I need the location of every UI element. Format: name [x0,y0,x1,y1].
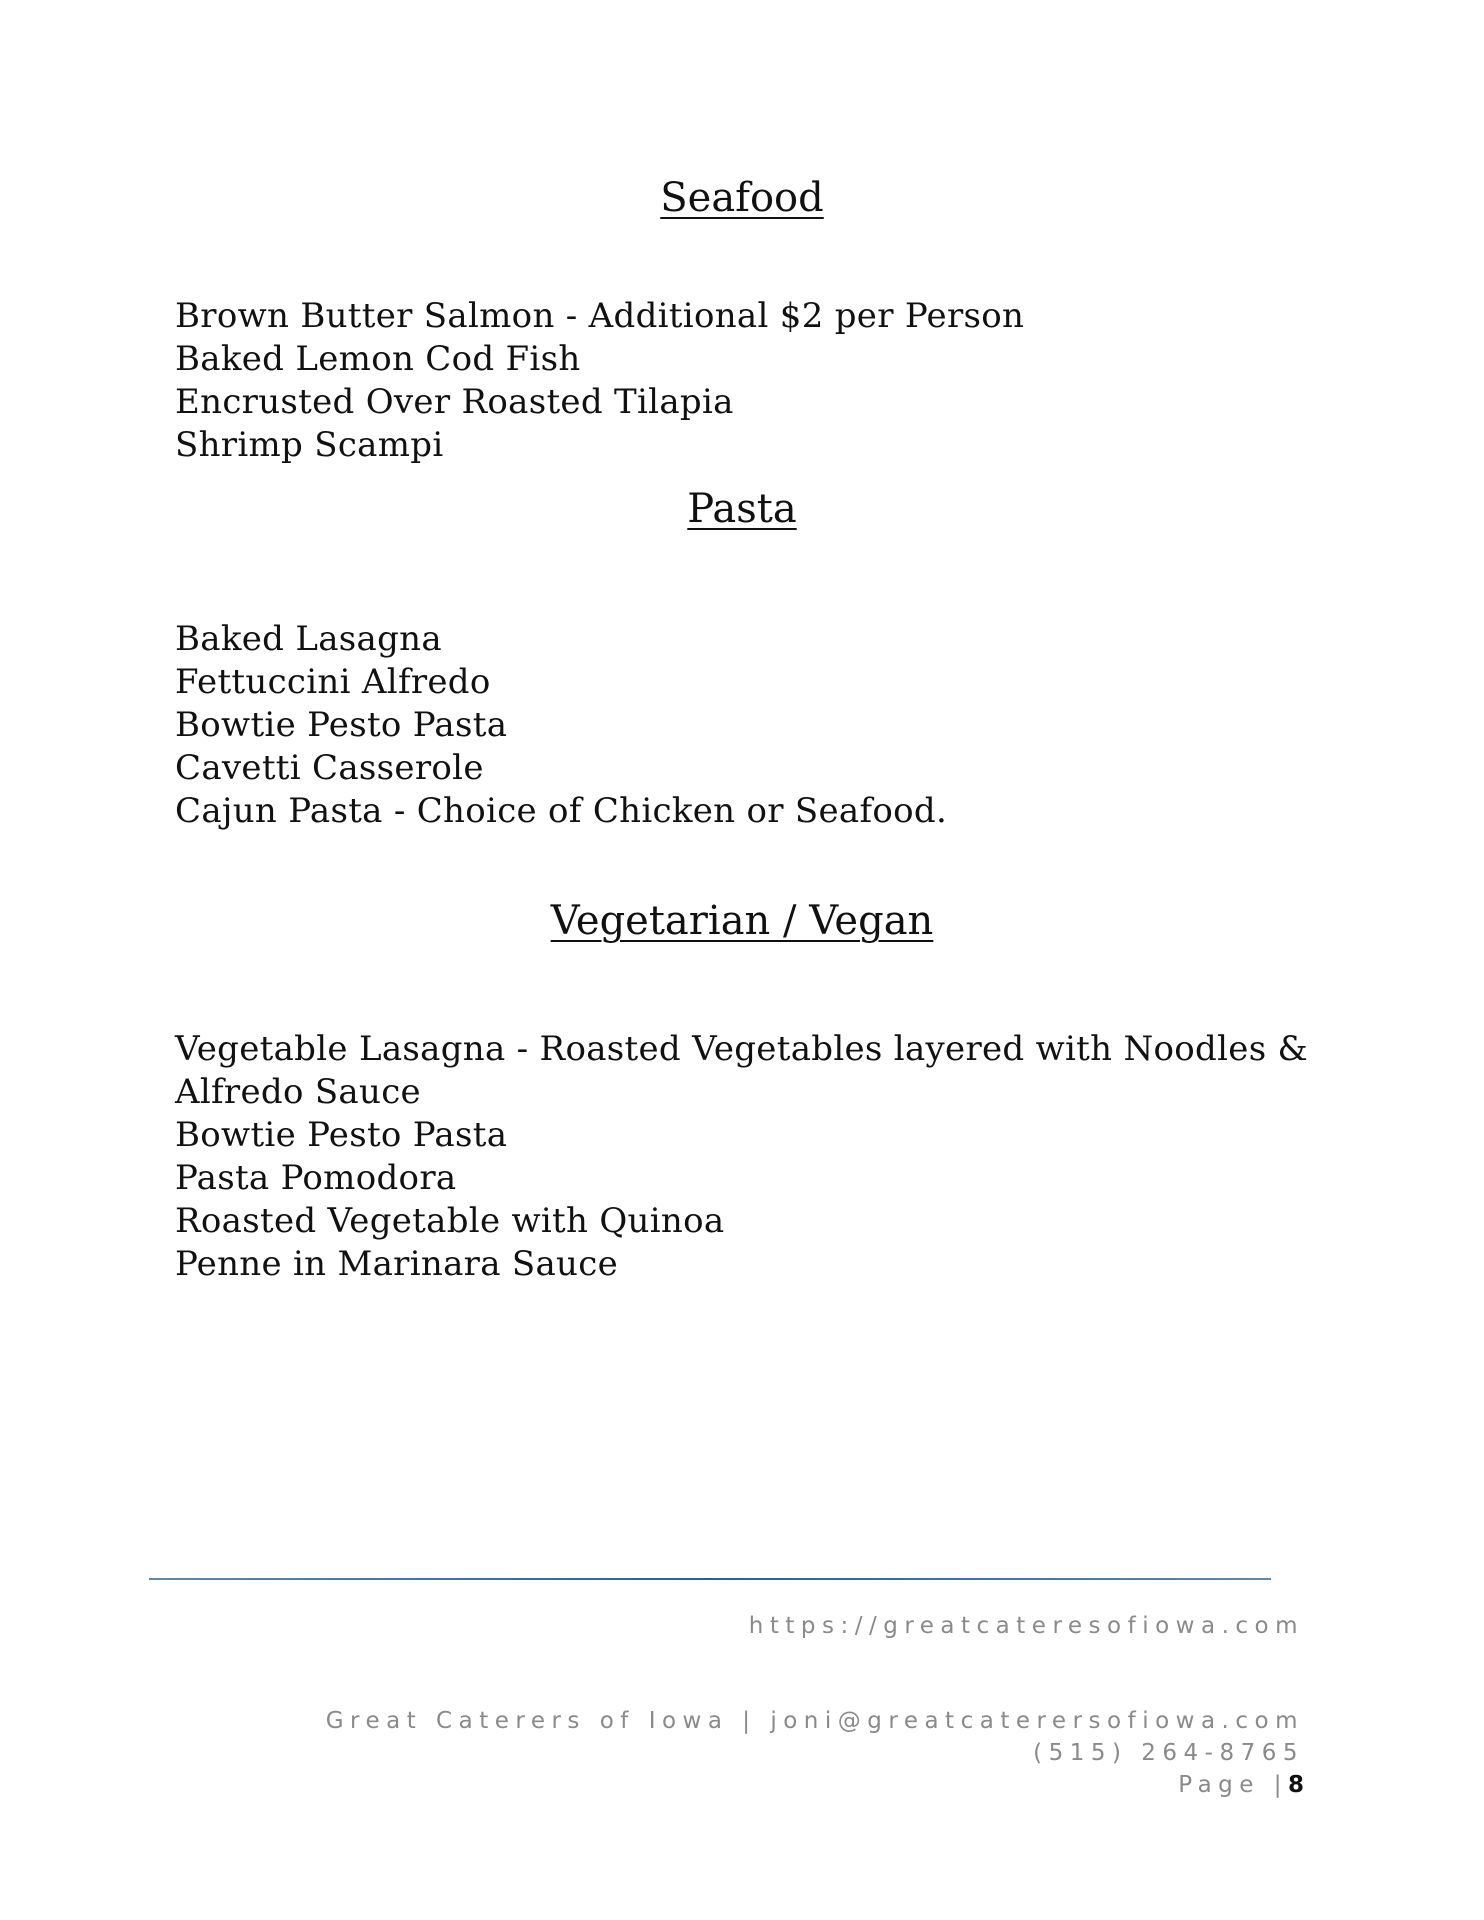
list-item: Cajun Pasta - Choice of Chicken or Seafood. [175,791,948,831]
list-item: Fettuccini Alfredo [175,662,491,702]
list-item: Vegetable Lasagna - Roasted Vegetables layered with Noodles & Alfredo Sauce [175,1029,1309,1112]
list-item: Baked Lasagna [175,619,442,659]
footer-website: https://greatcateresofiowa.com [748,1613,1304,1639]
page-number: 8 [1287,1772,1304,1798]
footer-company-contact: Great Caterers of Iowa | joni@greatcaterersofiowa.com [325,1708,1304,1734]
list-item: Penne in Marinara Sauce [175,1244,619,1284]
footer-page [1178,1770,1304,1800]
footer-phone: (515) 264-8765 [1033,1740,1304,1766]
pasta-list [175,618,1325,833]
page-label: Page | [1178,1772,1288,1798]
list-item: Bowtie Pesto Pasta [175,1115,508,1155]
list-item: Roasted Vegetable with Quinoa [175,1201,725,1241]
footer-divider [149,1578,1271,1580]
section-title-seafood: Seafood [660,175,824,221]
list-item: Encrusted Over Roasted Tilapia [175,382,734,422]
section-title-vegetarian-vegan: Vegetarian / Vegan [550,898,934,944]
section-title-pasta: Pasta [687,486,797,532]
list-item: Brown Butter Salmon - Additional $2 per Person [175,296,1025,336]
list-item: Cavetti Casserole [175,748,484,788]
list-item: Pasta Pomodora [175,1158,457,1198]
list-item: Baked Lemon Cod Fish [175,339,581,379]
list-item: Bowtie Pesto Pasta [175,705,508,745]
list-item: Shrimp Scampi [175,425,444,465]
vegetarian-list [175,1028,1325,1286]
seafood-list [175,295,1325,467]
